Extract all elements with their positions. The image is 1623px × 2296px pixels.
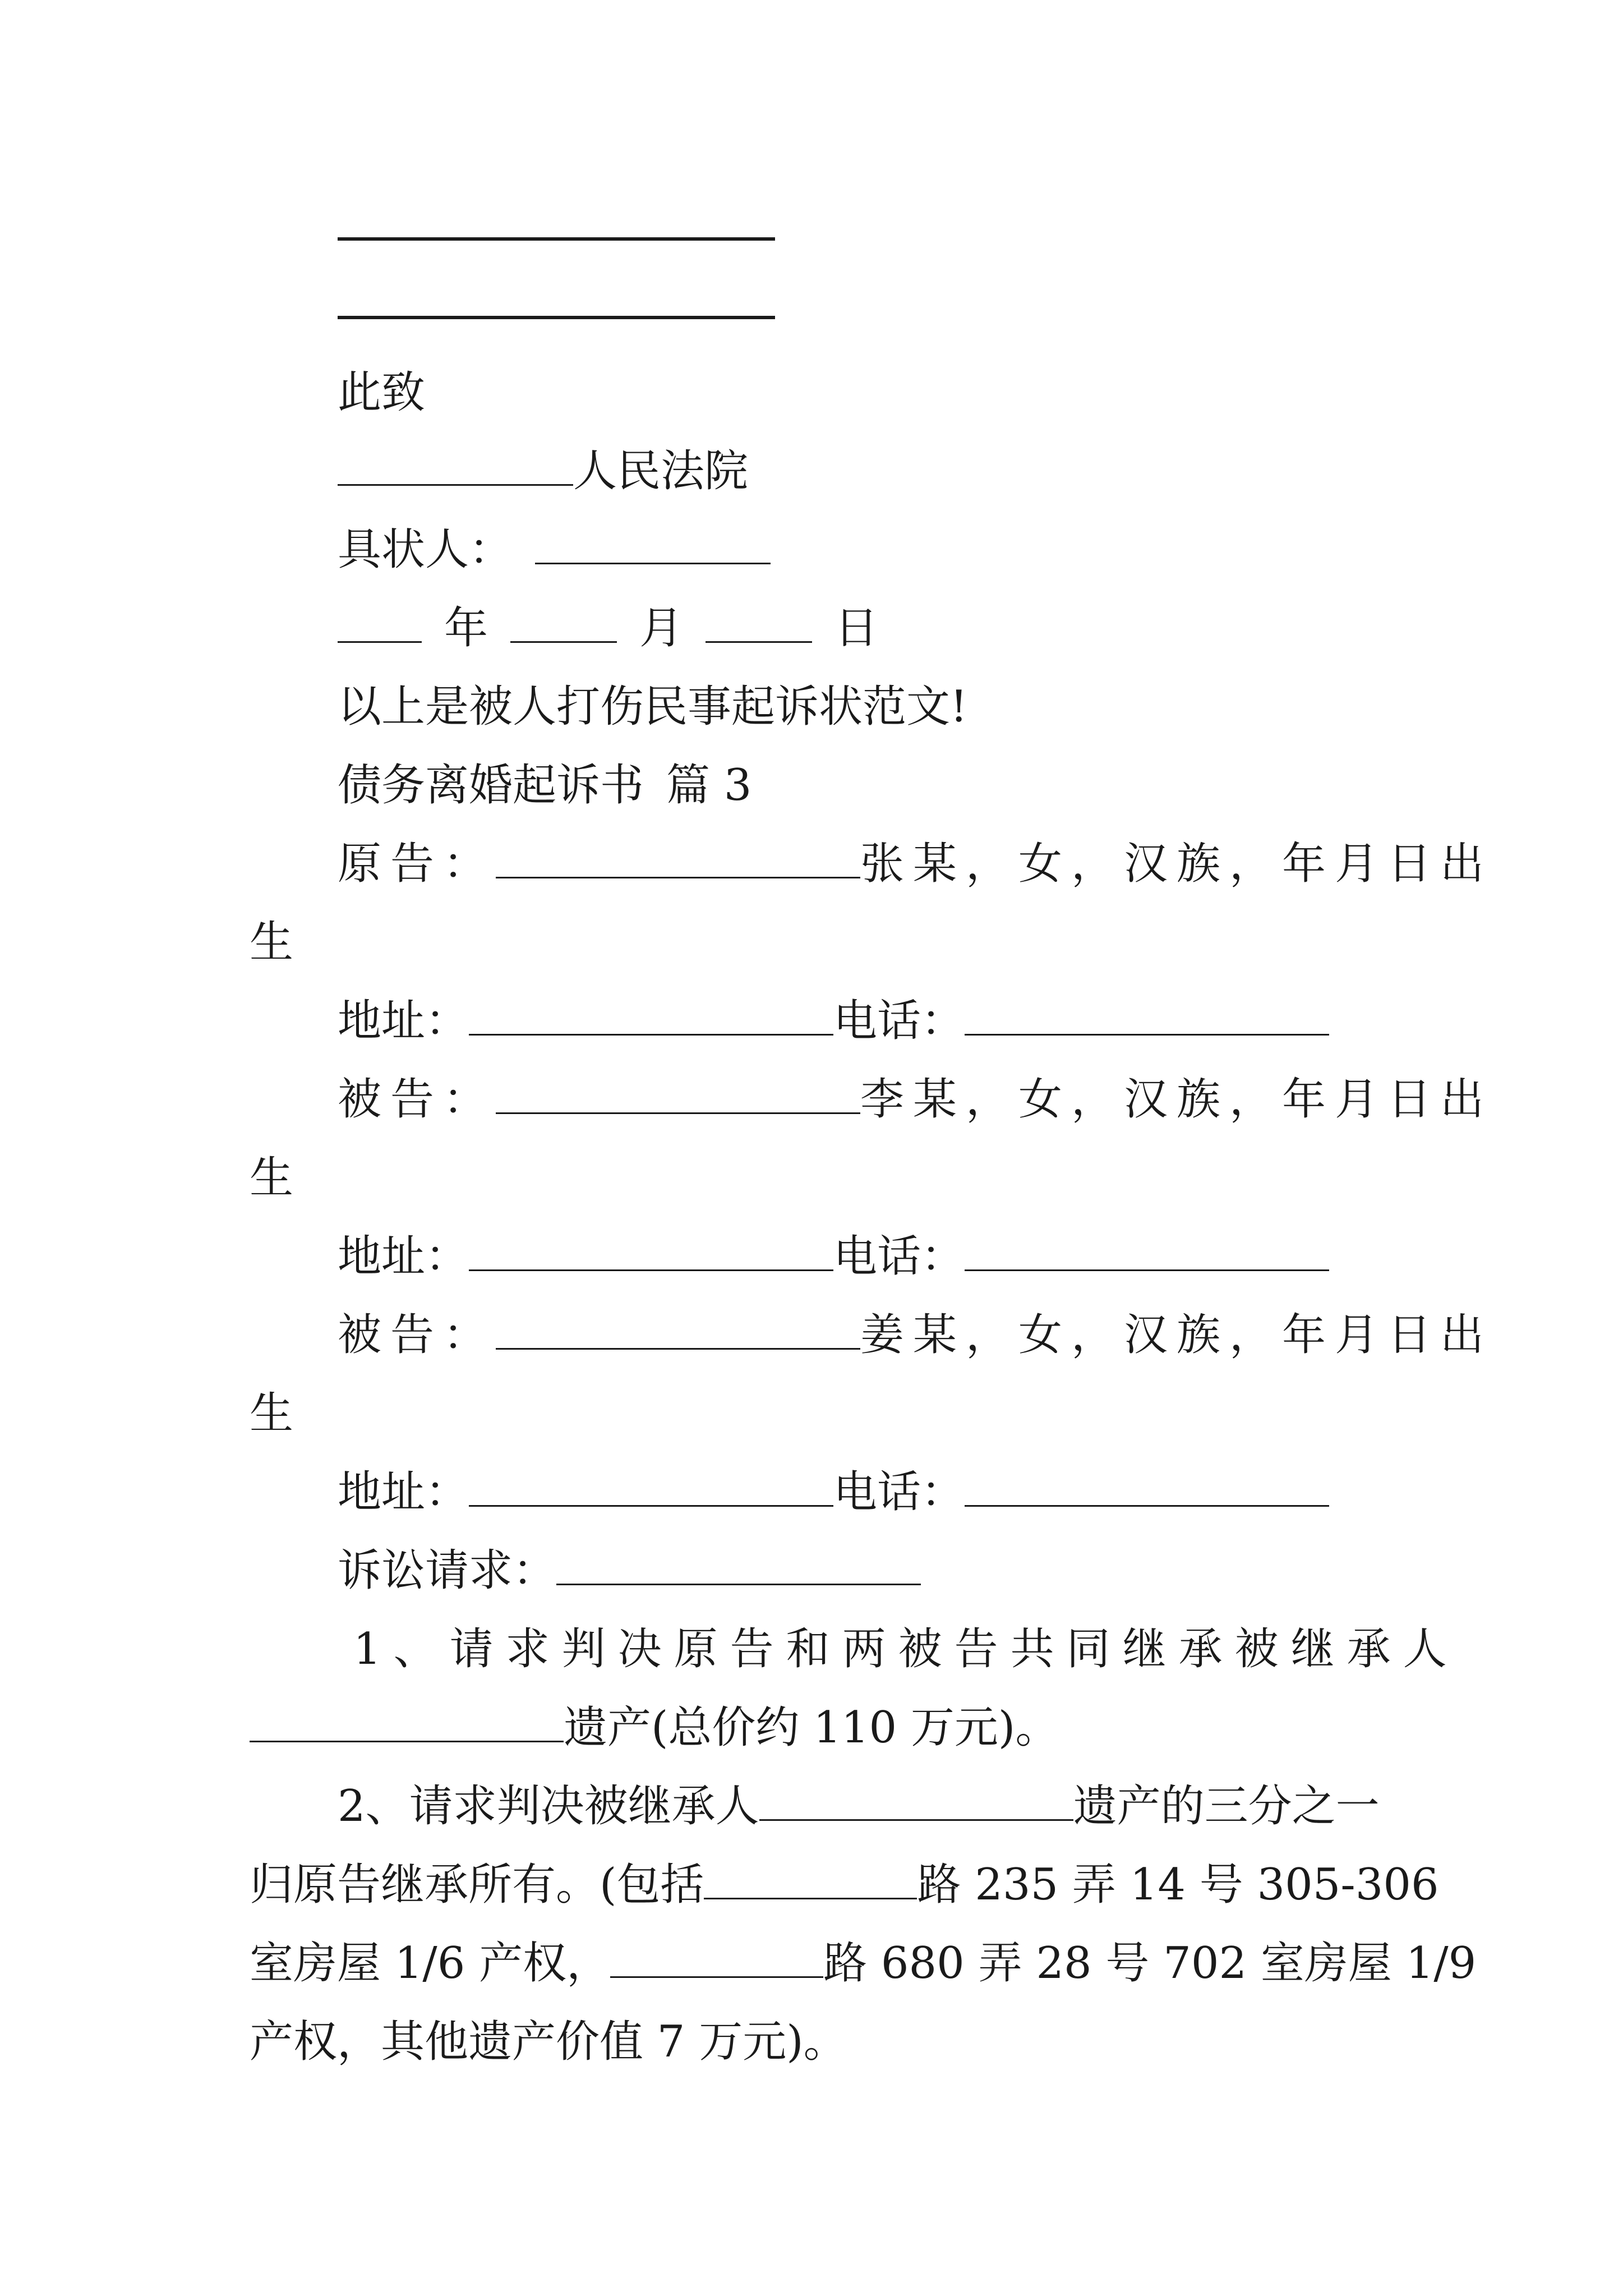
end-note: 以上是被人打伤民事起诉状范文! <box>338 682 968 732</box>
claim-2-line-2 <box>250 1846 1439 1924</box>
court-line <box>338 432 748 510</box>
claim-2-line-3 <box>250 1924 1476 2003</box>
phone-blank <box>965 1467 1329 1507</box>
month-label: 月 <box>639 603 684 654</box>
claim-1-line-1: 1、请求判决原告和两被告共同继承被继承人 <box>353 1624 1459 1674</box>
phone-blank <box>965 996 1329 1036</box>
blank-field <box>250 1703 564 1742</box>
phone-blank <box>965 1231 1329 1271</box>
address-blank <box>469 1467 833 1507</box>
salutation: 此致 <box>338 367 426 418</box>
party-2-contact <box>338 1217 1329 1296</box>
blank-field <box>535 524 771 564</box>
separator-line-1 <box>338 196 775 275</box>
section-heading <box>338 746 751 825</box>
address-blank <box>469 1231 833 1271</box>
address-blank <box>469 996 833 1036</box>
address-label: 地址： <box>338 1231 469 1282</box>
separator-line-2 <box>338 275 775 353</box>
year-blank <box>338 603 422 643</box>
claim-2-text-e: 室房屋 1/6 产权， <box>250 1938 611 1989</box>
month-blank <box>510 603 617 643</box>
blank-field <box>496 839 860 878</box>
day-label: 日 <box>834 603 879 654</box>
signature-line <box>338 510 771 589</box>
party-2-line <box>338 1060 1493 1139</box>
party-role: 被告： <box>338 1310 496 1360</box>
party-desc: 张某，女，汉族，年月日出 <box>860 839 1493 889</box>
party-role: 被告： <box>338 1074 496 1125</box>
party-1-contact <box>338 982 1329 1060</box>
party-3-wrap: 生 <box>250 1388 294 1439</box>
blank-field <box>496 1310 860 1350</box>
blank-field <box>338 446 573 486</box>
address-label: 地址： <box>338 996 469 1046</box>
party-2-wrap: 生 <box>250 1153 294 1203</box>
year-label: 年 <box>444 603 488 654</box>
claim-2-text-d: 路 235 弄 14 号 305-306 <box>917 1860 1439 1910</box>
party-3-line <box>338 1296 1493 1374</box>
section-number: 篇 3 <box>666 760 752 811</box>
claim-2-text-a: 2、请求判决被继承人 <box>338 1781 759 1832</box>
claim-2-text-b: 遗产的三分之一 <box>1073 1781 1380 1832</box>
party-1-wrap: 生 <box>250 917 294 968</box>
day-blank <box>706 603 812 643</box>
blank-field <box>704 1860 917 1899</box>
party-desc: 姜某，女，汉族，年月日出 <box>860 1310 1493 1360</box>
claims-heading <box>338 1531 921 1610</box>
party-role: 原告： <box>338 839 496 889</box>
phone-label: 电话： <box>833 996 965 1046</box>
court-label: 人民法院 <box>573 446 749 496</box>
phone-label: 电话： <box>833 1231 965 1282</box>
claim-1-line-2 <box>250 1688 1059 1767</box>
section-title: 债务离婚起诉书 <box>338 760 644 811</box>
date-line <box>338 589 878 668</box>
blank-field <box>610 1938 823 1978</box>
address-label: 地址： <box>338 1467 469 1517</box>
signature-label: 具状人： <box>338 524 513 575</box>
blank-field <box>496 1074 860 1114</box>
blank-field <box>759 1781 1073 1821</box>
phone-label: 电话： <box>833 1467 965 1517</box>
claim-2-line-1 <box>338 1767 1380 1846</box>
blank-field <box>556 1545 921 1585</box>
party-1-line <box>338 825 1493 903</box>
claim-2-text-c: 归原告继承所有。(包括 <box>250 1860 704 1910</box>
party-desc: 李某，女，汉族，年月日出 <box>860 1074 1493 1125</box>
claims-label: 诉讼请求： <box>338 1545 557 1596</box>
party-3-contact <box>338 1453 1329 1531</box>
claim-2-text-f: 路 680 弄 28 号 702 室房屋 1/9 <box>823 1938 1477 1989</box>
claim-2-line-4: 产权，其他遗产价值 7 万元)。 <box>250 2017 847 2067</box>
claim-1-text: 遗产(总价约 110 万元)。 <box>564 1703 1059 1753</box>
